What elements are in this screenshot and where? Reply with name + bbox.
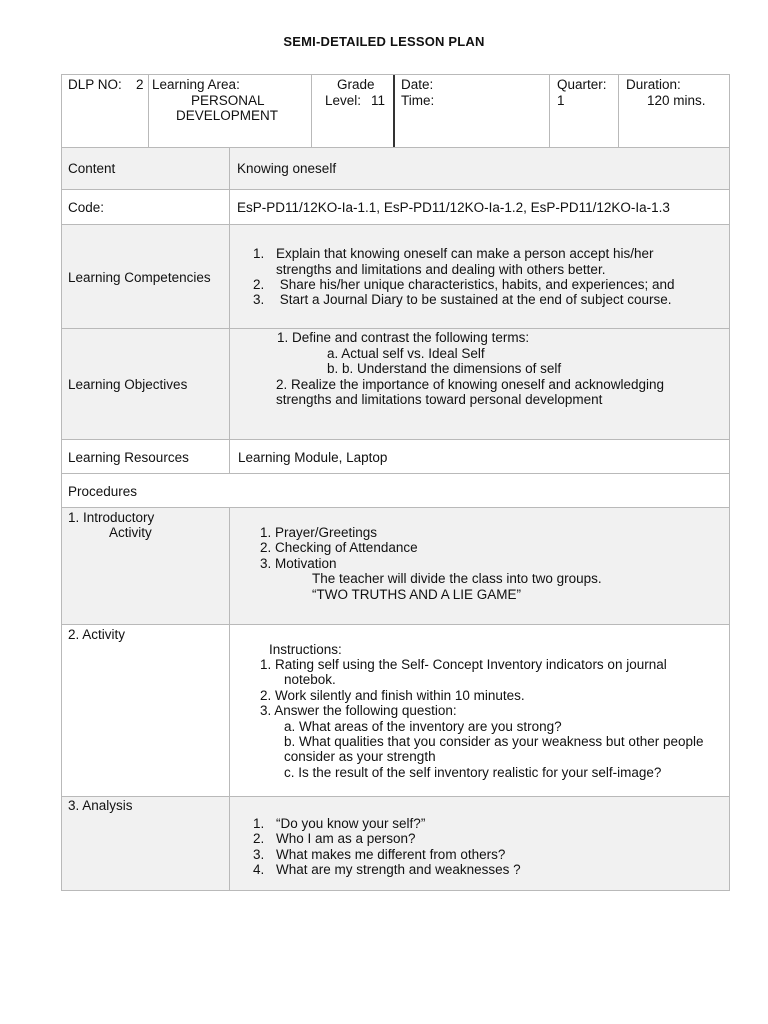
analysis-number: 3. — [253, 847, 265, 862]
analysis-number: 2. — [253, 831, 265, 846]
divider — [549, 75, 550, 147]
quarter-value: 1 — [557, 93, 565, 108]
level-label: Level: — [325, 93, 362, 108]
document-title: SEMI-DETAILED LESSON PLAN — [283, 34, 485, 49]
objective-line: 1. Define and contrast the following terms: — [277, 330, 530, 345]
competency-number: 3. — [253, 292, 265, 307]
intro-line: The teacher will divide the class into two groups. — [312, 571, 602, 586]
column-divider — [229, 147, 230, 473]
objective-line: b. b. Understand the dimensions of self — [327, 361, 562, 376]
row-line — [61, 624, 730, 625]
row-line — [61, 507, 730, 508]
activity-line: a. What areas of the inventory are you strong? — [284, 719, 562, 734]
activity-label: 2. Activity — [68, 627, 126, 642]
analysis-number: 4. — [253, 862, 265, 877]
dlp-value: 2 — [136, 77, 144, 92]
level-value: 11 — [371, 93, 386, 108]
time-label: Time: — [401, 93, 435, 108]
competency-number: 1. — [253, 246, 265, 261]
activity-line: 1. Rating self using the Self- Concept Inventory indicators on journal — [260, 657, 667, 672]
activity-line: 3. Answer the following question: — [260, 703, 457, 718]
procedures-label: Procedures — [68, 484, 138, 499]
duration-value: 120 mins. — [647, 93, 706, 108]
code-label: Code: — [68, 200, 105, 215]
row-line — [61, 224, 730, 225]
analysis-question: “Do you know your self?” — [276, 816, 426, 831]
content-label: Content — [68, 161, 116, 176]
intro-line: 2. Checking of Attendance — [260, 540, 418, 555]
activity-line: b. What qualities that you consider as your weakness but other people — [284, 734, 704, 749]
activity-line: notebok. — [284, 672, 336, 687]
divider — [148, 75, 149, 147]
resources-label: Learning Resources — [68, 450, 189, 465]
intro-label: 1. Introductory — [68, 510, 155, 525]
competencies-label: Learning Competencies — [68, 270, 211, 285]
competency-number: 2. — [253, 277, 265, 292]
competency-text: Share his/her unique characteristics, habits, and experiences; and — [276, 277, 675, 292]
row-line — [61, 147, 730, 148]
objective-line: a. Actual self vs. Ideal Self — [327, 346, 485, 361]
analysis-number: 1. — [253, 816, 265, 831]
intro-line: 1. Prayer/Greetings — [260, 525, 378, 540]
competency-text: Explain that knowing oneself can make a person accept his/her — [276, 246, 654, 261]
competency-text: Start a Journal Diary to be sustained at the end of subject course. — [276, 292, 672, 307]
column-divider — [229, 507, 230, 890]
intro-label: Activity — [109, 525, 152, 540]
grade-label: Grade — [337, 77, 375, 92]
activity-line: Instructions: — [269, 642, 342, 657]
objective-line: 2. Realize the importance of knowing oneself and acknowledging — [276, 377, 664, 392]
divider — [618, 75, 619, 147]
activity-line: consider as your strength — [284, 749, 436, 764]
intro-line: 3. Motivation — [260, 556, 337, 571]
analysis-label: 3. Analysis — [68, 798, 133, 813]
date-label: Date: — [401, 77, 434, 92]
code-value: EsP-PD11/12KO-Ia-1.1, EsP-PD11/12KO-Ia-1.2, EsP-PD11/12KO-Ia-1.3 — [237, 200, 670, 215]
analysis-question: What are my strength and weaknesses ? — [276, 862, 521, 877]
objective-line: strengths and limitations toward personal development — [276, 392, 603, 407]
learning-area-label: Learning Area: — [152, 77, 240, 92]
divider — [393, 75, 395, 147]
learning-area-value-line1: PERSONAL — [191, 93, 265, 108]
intro-line: “TWO TRUTHS AND A LIE GAME” — [312, 587, 522, 602]
competency-text: strengths and limitations and dealing with others better. — [276, 262, 606, 277]
activity-line: 2. Work silently and finish within 10 minutes. — [260, 688, 525, 703]
row-line — [61, 473, 730, 474]
analysis-question: Who I am as a person? — [276, 831, 416, 846]
row-line — [61, 189, 730, 190]
content-value: Knowing oneself — [237, 161, 337, 176]
analysis-question: What makes me different from others? — [276, 847, 506, 862]
dlp-label: DLP NO: — [68, 77, 122, 92]
learning-area-value-line2: DEVELOPMENT — [176, 108, 279, 123]
row-line — [61, 439, 730, 440]
quarter-label: Quarter: — [557, 77, 607, 92]
duration-label: Duration: — [626, 77, 681, 92]
resources-value: Learning Module, Laptop — [238, 450, 388, 465]
row-line — [61, 796, 730, 797]
row-line — [61, 328, 730, 329]
objectives-label: Learning Objectives — [68, 377, 188, 392]
divider — [311, 75, 312, 147]
activity-line: c. Is the result of the self inventory realistic for your self-image? — [284, 765, 662, 780]
